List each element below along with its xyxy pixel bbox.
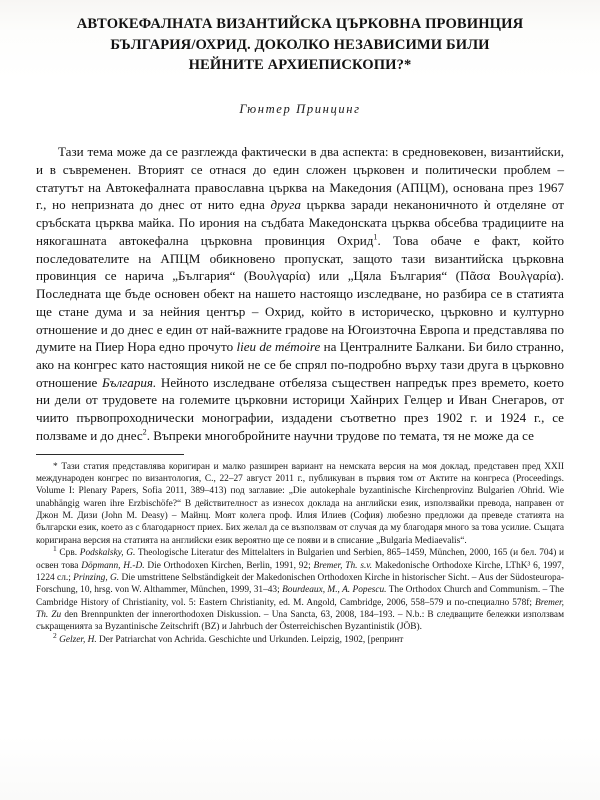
body-paragraph: Тази тема може да се разглежда фактически в два аспекта: в средновековен, византийски, и в съвременен. Вторият се отнася до един сложен църковен и политически проблем – статутът на Автокефалната православна църква на Македония (АПЦМ), основана през 1967 г., но непризната до днес от нито една друга църква заради неканоничното ѝ отделяне от сръбската църква майка. По ирония на съдбата Македонската църква обсебва традициите на някогашната автокефална църковна провинция Охрид$^1$. Това обаче е факт, който последователите на АПЦМ обикновено пропускат, защото тази византийска църковна провинция се нарича „България“ (Βουλγαρία) или „Цяла България“ (Πᾶσα Βουλγαρία). Последната ще бъде основен обект на нашето настоящо изследване, но разбира се в статията ще стане дума и за нейния център – Охрид, който в историческо, църковно и културно отношение и до днес е един от най-важните градове на Югоизточна Европа и представлява по думите на Пиер Нора едно прочуто lieu de mémoire на Централните Балкани. Би било странно, ако на конгрес като настоящия никой не се бе спрял по-подробно върху тази друга в църковно отношение България. Нейното изследване отбеляза съществен напредък през времето, което ни дели от трудовете на големите църковни историци Хайнрих Гелцер и Иван Снегаров, от чиито първопроходнически монографии, издадени съответно през 1902 г. и 1924 г., се ползваме и до днес$^2$. Въпреки многобройните научни трудове по темата, тя не може да се	[36, 144, 565, 443]
page-content	[36, 8, 564, 647]
footnote-1: $^1$ Срв. Podskalsky, G. Theologische Literatur des Mittelalters in Bulgarien und Serbien, 865–1459, München, 2000, 165 (и бел. 704) и освен това Döpmann, H.-D. Die Orthodoxen Kirchen, Berlin, 1991, 92; Bremer, Th. s.v. Makedonische Orthodoxe Kirche, LThK³ 6, 1997, 1224 сл.; Prinzing, G. Die umstrittene Selbständigkeit der Makedonischen Orthodoxen Kirche in historischer Sicht. – Aus der Südosteuropa-Forschung, 10, hrsg. von W. Althammer, München, 1999, 31–43; Bourdeaux, M., A. Popescu. The Orthodox Church and Communism. – The Cambridge History of Christianity, vol. 5: Eastern Christianity, ed. M. Angold, Cambridge, 2006, 558–579 и по-специално 578f; Bremer, Th. Zu den Brennpunkten der innerorthodoxen Diskussion. – Una Sancta, 63, 2008, 184–193. – N.b.: В следващите бележки използвам съкращенията за Byzantinische Zeitschrift (BZ) и Jahrbuch der Österreichischen Byzantinistik (JÖB).	[36, 544, 565, 633]
page-title	[36, 14, 564, 76]
footnote-2: $^2$ Gelzer, H. Der Patriarchat von Achrida. Geschichte und Urkunden. Leipzig, 1902, [репринт	[53, 630, 404, 646]
footnote-star: * Тази статия представлява коригиран и малко разширен вариант на немската версия на моя доклад, представен пред XXII международен конгрес по византология, С., 22–27 август 2011 г., публикуван в първия том от Актите на конгреса (Proceedings. Volume I: Plenary Papers, Sofia 2011, 389–413) под заглавие: „Die autokephale byzantinische Kirchenprovinz Bulgarien /Ohrid. Wie unabhängig waren ihre Erzbischöfe?“ В действителност аз изнесох доклада на английски език, използвайки превода, направен от Джон М. Дизи (John M. Deasy) – Майнц. Моят колега проф. Илия Илиев (София) любезно предложи да преведе статията на български език, което аз с благодарност приех. Бих желал да се възползвам от случая да му благодаря много за това усилие. Същата коригирана версия на статията на английски език вероятно ще се появи и в списание „Bulgaria Mediaevalis“.	[36, 461, 564, 546]
title-line-1: АВТОКЕФАЛНАТА ВИЗАНТИЙСКА ЦЪРКОВНА ПРОВИНЦИЯ	[76, 16, 524, 32]
title-line-2: БЪЛГАРИЯ/ОХРИД. ДОКОЛКО НЕЗАВИСИМИ БИЛИ	[110, 36, 490, 53]
author-name: Гюнтер Принцинг	[239, 102, 361, 117]
footnote-separator-rule	[36, 454, 184, 455]
footnotes-section	[36, 461, 564, 647]
title-line-3: НЕЙНИТЕ АРХИЕПИСКОПИ?*	[188, 57, 412, 74]
